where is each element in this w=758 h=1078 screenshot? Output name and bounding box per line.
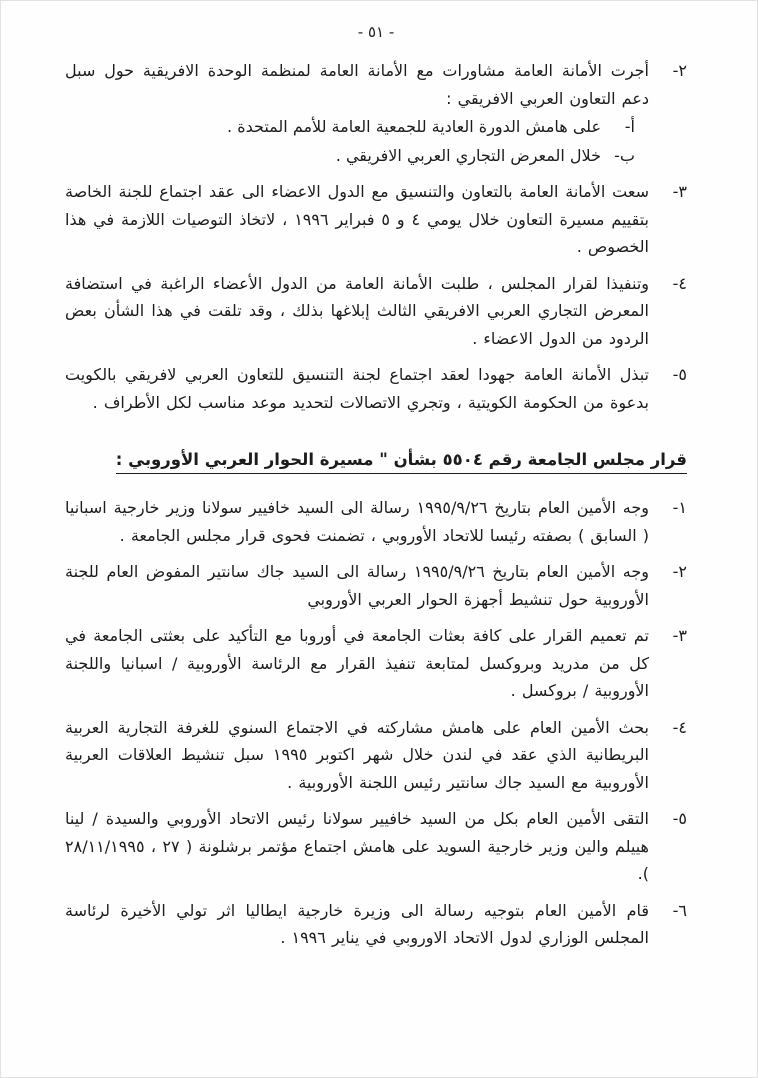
item-number: ٤- [672,273,687,293]
item-body [65,494,649,549]
item-number: ٣- [672,182,687,202]
item-text: التقى الأمين العام بكل من السيد خافيير سولانا رئيس الاتحاد الأوروبي والسيدة / لينا هييلم والين وزير خارجية السويد على هامش اجتماع مؤتمر برشلونة ( ٢٧ ، ٢٨/١١/١٩٩٥ ). [65,809,649,884]
item-body [65,361,649,416]
item-body [65,178,649,261]
item-number: ٥- [672,809,687,829]
item-text: أجرت الأمانة العامة مشاورات مع الأمانة العامة لمنظمة الوحدة الافريقية حول سبل دعم التعاون العربي الافريقي : [65,61,649,108]
subitem-number: أ- [624,117,635,137]
item-body [65,805,649,888]
item-body [65,57,649,169]
subitem-text: على هامش الدورة العادية للجمعية العامة للأمم المتحدة . [227,117,601,137]
list-item [65,897,687,952]
item-text: وجه الأمين العام بتاريخ ١٩٩٥/٩/٢٦ رسالة الى السيد جاك سانتير المفوض العام للجنة الأوروبية حول تنشيط أجهزة الحوار العربي الأوروبي [65,562,649,609]
item-body [65,622,649,705]
list-item [65,494,687,549]
list-item [65,622,687,705]
item-text: تم تعميم القرار على كافة بعثات الجامعة في أوروبا مع التأكيد على بعثتى الجامعة في كل من مدريد وبروكسل لمتابعة تنفيذ القرار مع الرئاسة الأوروبية / اسبانيا واللجنة الأوروبية / بروكسل . [65,626,649,701]
list-item [65,714,687,797]
item-body [65,897,649,952]
list-item [65,178,687,261]
subitem-number: ب- [614,145,635,165]
item-text: تبذل الأمانة العامة جهودا لعقد اجتماع لجنة التنسيق للتعاون العربي لافريقي بالكويت بدعوة من الحكومة الكويتية ، وتجري الاتصالات لتحديد موعد مناسب لكل الأطراف . [65,365,649,412]
item-number: ٦- [672,900,687,920]
item-text: بحث الأمين العام على هامش مشاركته في الاجتماع السنوي للغرفة التجارية العربية البريطانية الذي عقد في لندن خلال شهر اكتوبر ١٩٩٥ سبل تنشيط العلاقات العربية الأوروبية مع السيد جاك سانتير رئيس اللجنة الأوروبية . [65,717,649,792]
item-text: قام الأمين العام بتوجيه رسالة الى وزيرة خارجية ايطاليا اثر تولي الأخيرة لرئاسة المجلس الوزاري لدول الاتحاد الاوروبي في يناير ١٩٩٦ . [65,900,649,948]
item-number: ٥- [672,365,687,385]
item-number: ٢- [672,562,687,582]
item-text: وجه الأمين العام بتاريخ ١٩٩٥/٩/٢٦ رسالة الى السيد خافيير سولانا وزير خارجية اسبانيا ( السابق ) بصفته رئيسا للاتحاد الأوروبي ، تضمنت فحوى قرار مجلس الجامعة . [65,498,650,545]
list-item [65,805,687,888]
list-item [65,57,687,169]
section-heading [65,446,687,474]
page-number: - ٥١ - [357,23,395,41]
sub-list-item [65,142,649,170]
subitem-text: خلال المعرض التجاري العربي الافريقي . [335,145,601,165]
item-text: وتنفيذا لقرار المجلس ، طلبت الأمانة العامة من الدول الأعضاء الراغبة في استضافة المعرض التجاري العربي الافريقي الثالث إبلاغها بذلك ، وقد تلقت في هذا الشأن بعض الردود من الدول الاعضاء . [65,273,649,348]
item-number: ٤- [672,717,687,737]
item-number: ٢- [672,61,687,80]
item-number: ١- [672,498,687,518]
sub-list-item [65,113,649,141]
section-heading-text: قرار مجلس الجامعة رقم ٥٥٠٤ بشأن " مسيرة الحوار العربي الأوروبي : [116,450,687,474]
item-number: ٣- [672,626,687,646]
item-body [65,558,649,613]
list-item [65,361,687,416]
item-body [65,270,649,353]
item-text: سعت الأمانة العامة بالتعاون والتنسيق مع الدول الاعضاء الى عقد اجتماع للجنة الخاصة بتقييم مسيرة التعاون خلال يومي ٤ و ٥ فبراير ١٩٩٦ ، لاتخاذ التوصيات اللازمة في هذا الخصوص . [65,182,649,257]
list-item [65,270,687,353]
item-body [65,714,649,797]
list-item [65,558,687,613]
